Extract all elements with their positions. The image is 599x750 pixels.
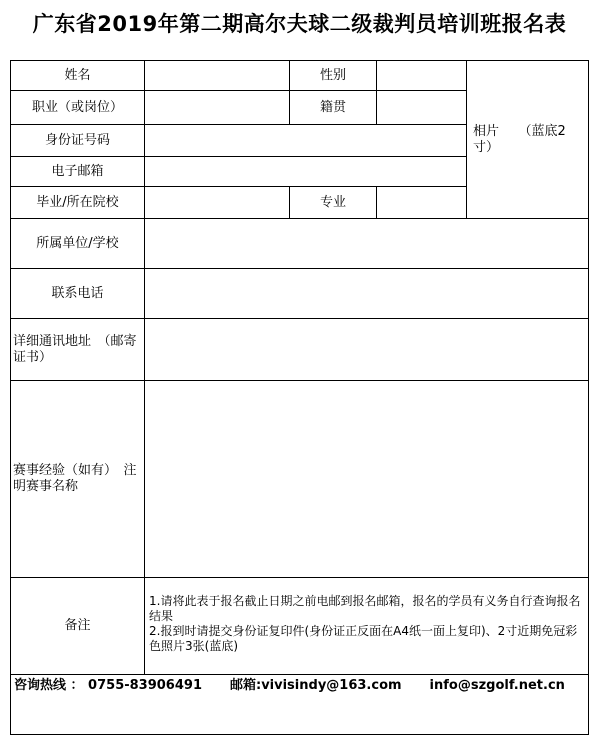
form-title: 广东省2019年第二期高尔夫球二级裁判员培训班报名表 [32,12,567,36]
footer-contact [14,677,589,695]
id-number-label: 身份证号码 [10,124,145,157]
school-input[interactable] [144,186,290,219]
experience-label: 赛事经验（如有） 注明赛事名称 [10,380,145,578]
hotline-text: 咨询热线 ： 0755-83906491 [14,678,202,693]
address-label: 详细通讯地址 （邮寄证书） [10,318,145,381]
remarks-line-2: 2.报到时请提交身份证复印件(身份证正反面在A4纸一面上复印)、2寸近期免冠彩色照片3张(蓝底) [149,624,578,653]
phone-label: 联系电话 [10,268,145,319]
native-place-input[interactable] [376,90,467,125]
email-text: 邮箱:vivisindy@163.com [230,678,402,693]
remarks-line-1: 1.请将此表于报名截止日期之前电邮到报名邮箱，报名的学员有义务自行查询报名结果 [149,594,581,623]
major-label: 专业 [289,186,377,219]
occupation-input[interactable] [144,90,290,125]
school-label: 毕业/所在院校 [10,186,145,219]
gender-label: 性别 [289,60,377,91]
experience-input[interactable] [144,380,589,578]
registration-form-table [10,60,589,735]
remarks-content [144,577,589,675]
native-place-label: 籍贯 [289,90,377,125]
id-number-input[interactable] [144,124,467,157]
name-label: 姓名 [10,60,145,91]
gender-input[interactable] [376,60,467,91]
photo-label: 相片 （蓝底2寸） [473,123,566,155]
work-unit-input[interactable] [144,218,589,269]
email-text-2: info@szgolf.net.cn [429,678,565,693]
address-input[interactable] [144,318,589,381]
occupation-label: 职业（或岗位） [10,90,145,125]
email-input[interactable] [144,156,467,187]
remarks-label: 备注 [10,577,145,675]
phone-input[interactable] [144,268,589,319]
name-input[interactable] [144,60,290,91]
major-input[interactable] [376,186,467,219]
email-label: 电子邮箱 [10,156,145,187]
photo-box[interactable] [466,60,589,219]
work-unit-label: 所属单位/学校 [10,218,145,269]
